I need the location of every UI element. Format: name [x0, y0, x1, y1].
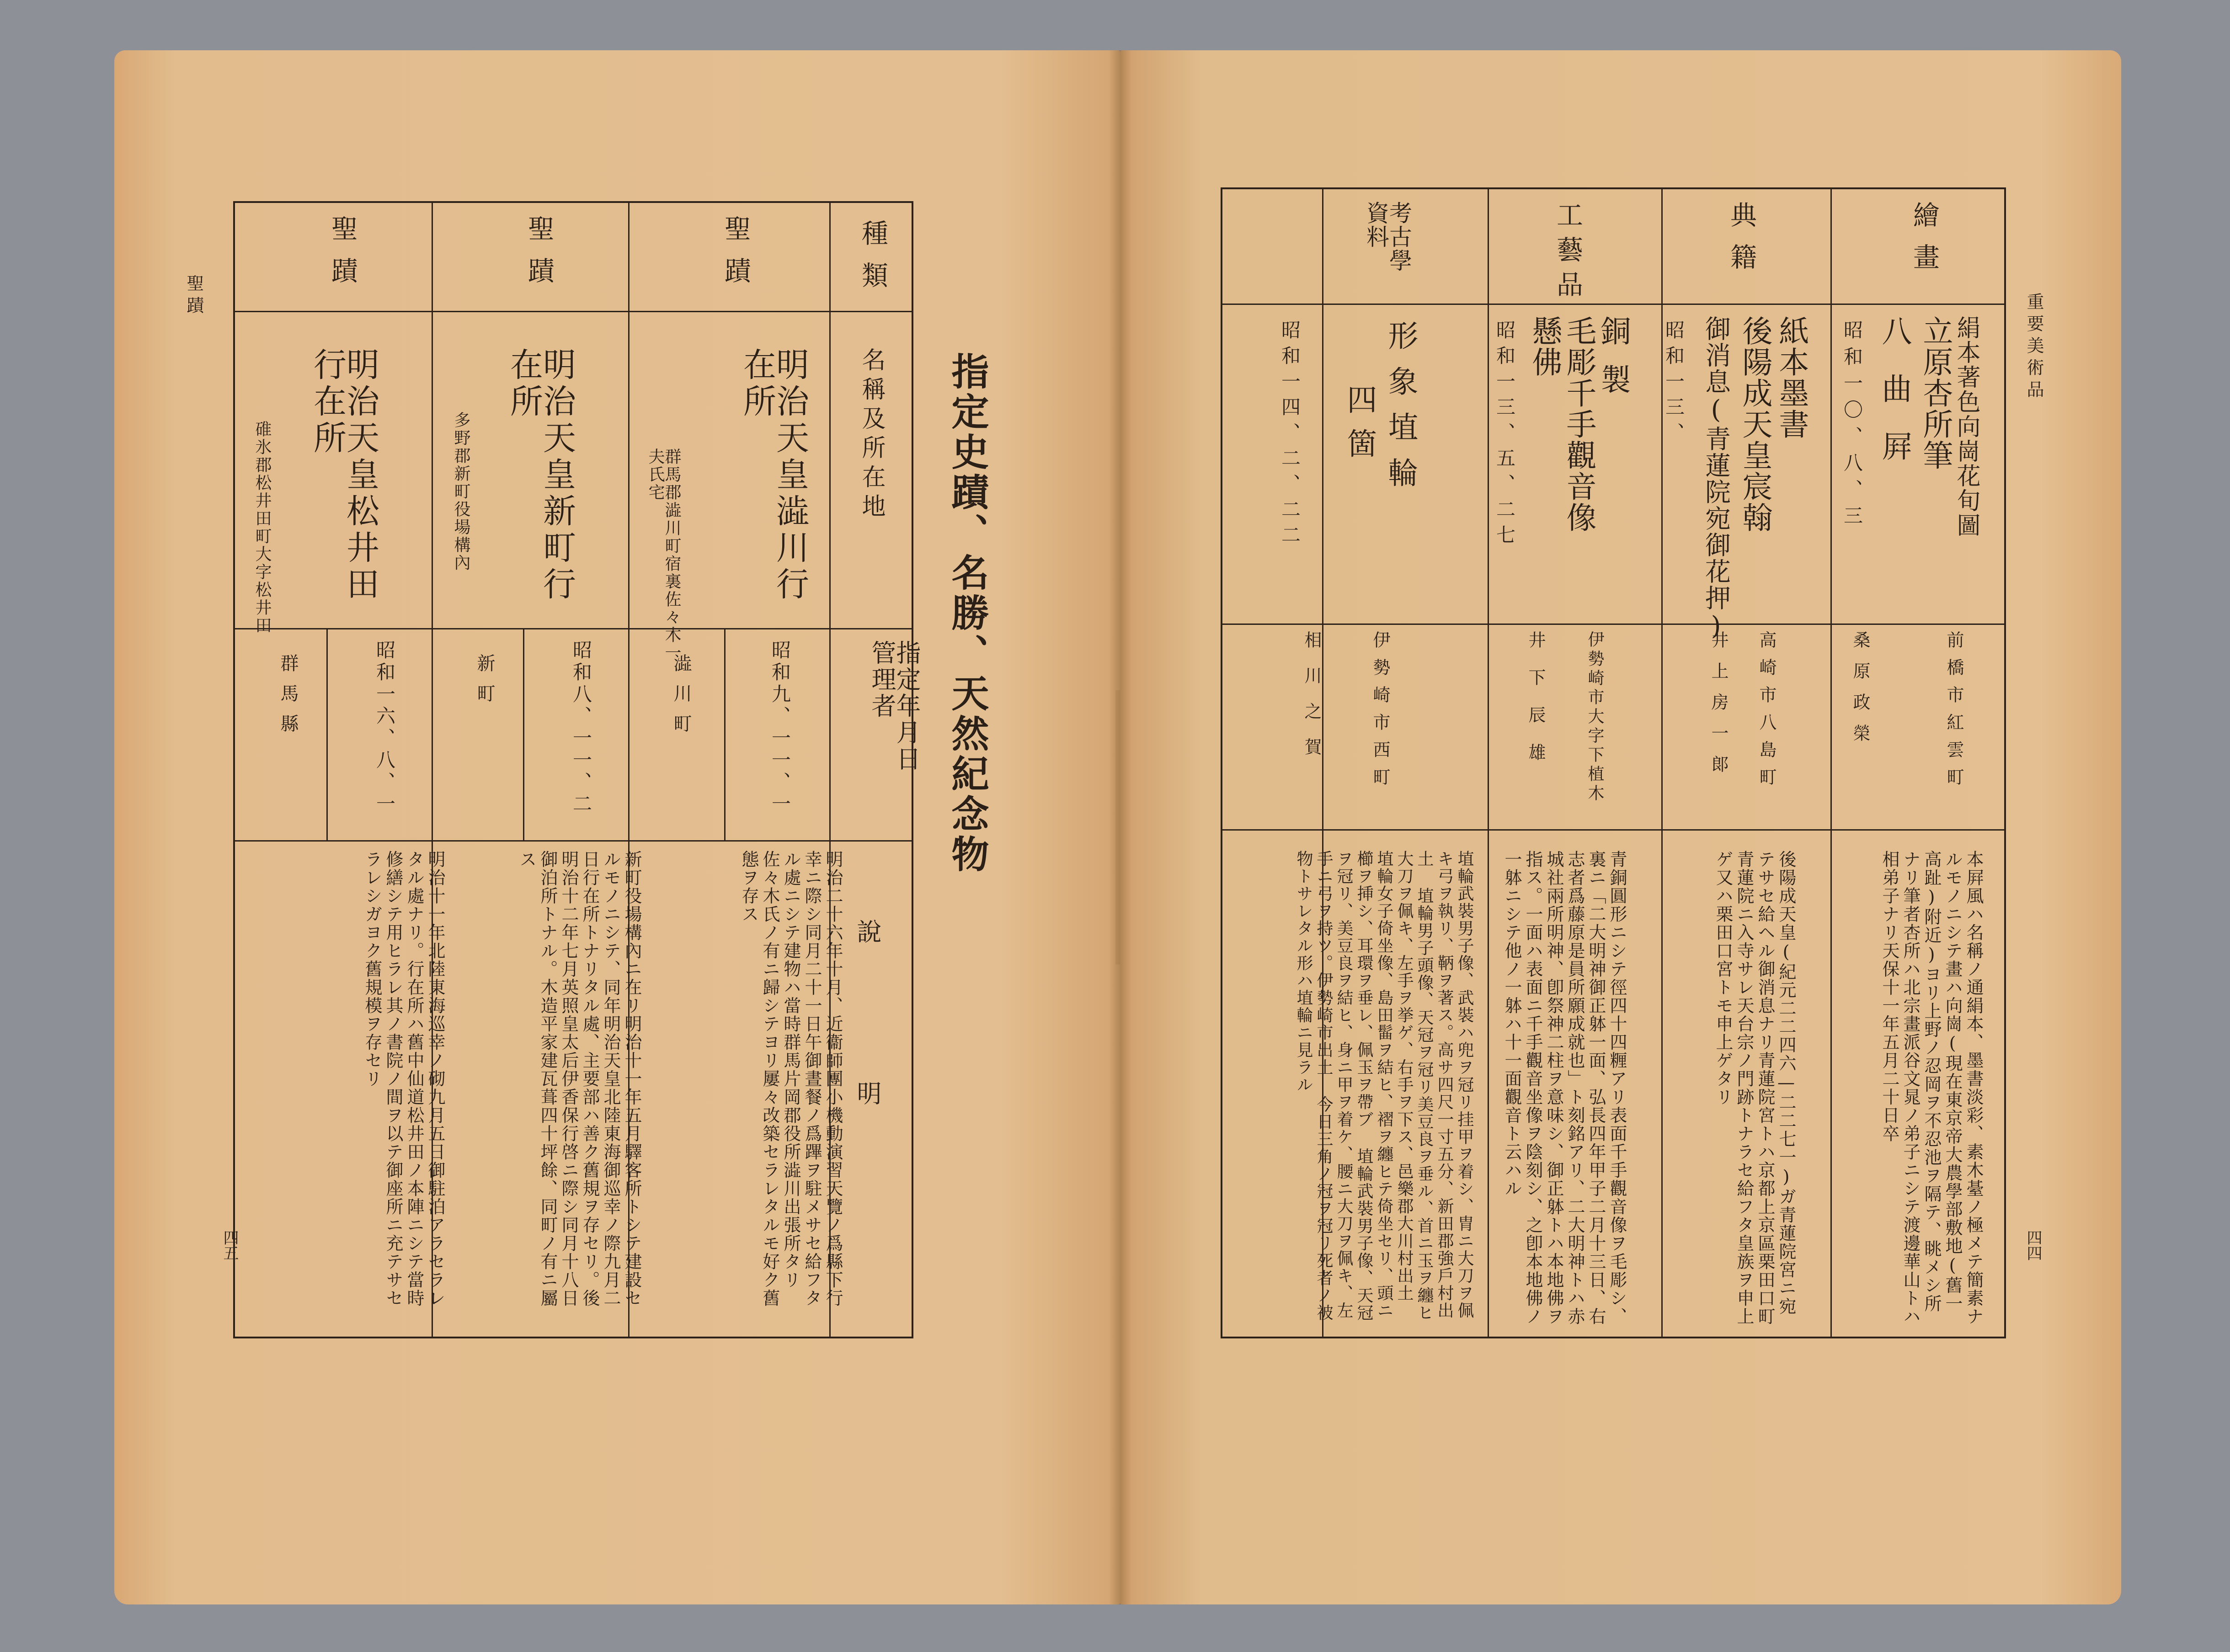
- row-manager: 澁川町: [671, 654, 692, 744]
- row-owner: 井上房一郞: [1708, 631, 1729, 786]
- row-location: 碓氷郡松井田町大字松井田: [253, 421, 272, 634]
- row-type: 聖蹟: [523, 215, 555, 299]
- row-description: 青銅圓形ニシテ徑四十四糎アリ表面千手觀音像ヲ毛彫シ、裏ニ「二大明神御正躰一面、弘長四年甲子二月十三日、右志者爲藤原是員所願成就也」ト刻銘アリ、二大明神トハ赤城社兩所明神、卽祭神二柱ヲ意味シ、御正躰トハ本地佛ヲ指ス。一面ハ表面ニ千手觀音坐像ヲ陰刻シ、之卽本地佛ノ一躰ニシテ他ノ一躰ハ十一面觀音ト云ハル: [1502, 850, 1627, 1326]
- row-name-line: 四箇: [1342, 384, 1377, 472]
- row-name-line: 八曲屛: [1877, 315, 1912, 488]
- row-name-line: 懸佛: [1527, 315, 1562, 378]
- row-description: 新町役場構內ニ在リ明治十一年五月驛客所トシテ建設セルモノニシテ、同年明治天皇北陸東海御巡幸ノ際九月二日行在所トナリタル處、主要部ハ善ク舊規ヲ存セリ。後明治十二年七月英照皇太后伊香保行啓ニ際シ同月十八日御泊所トナル。木造平家建瓦葺四十坪餘、同町ノ有ニ屬ス: [517, 850, 642, 1307]
- header-description: 說明: [853, 919, 882, 1242]
- row-type: 繪畫: [1909, 201, 1940, 285]
- row-name-line: 銅製: [1595, 315, 1631, 412]
- page-number-left: 四五: [220, 1230, 239, 1261]
- row-description: 本屛風ハ名稱ノ通絹本、墨書淡彩、素木䑓ノ極メテ簡素ナルモノニシテ畫ハ向崗(現在東京帝大農學部敷地(舊一高趾)附近)ヨリ上野ノ忍岡ヲ不忍池ヲ隔テ、眺メシ所ナリ筆者杏所ハ北宗畫派谷文晁ノ弟子ニシテ渡邊華山トハ相弟子ナリ天保十一年五月二十日卒: [1879, 850, 1984, 1326]
- row-manager: 新町: [474, 654, 495, 714]
- row-date: 昭和九、一一、一: [769, 640, 791, 815]
- header-type: 種類: [857, 219, 888, 304]
- header-date: 指定年月日管理者: [868, 640, 921, 773]
- page-title: 指定史蹟、名勝、天然紀念物: [945, 352, 989, 875]
- row-type: 聖蹟: [327, 215, 358, 299]
- row-location: 群馬郡澁川町宿裏佐々木一夫氏宅: [646, 448, 681, 662]
- row-name-line: 毛彫千手觀音像: [1561, 315, 1596, 533]
- row-date: 昭和一〇、八、三: [1841, 320, 1863, 532]
- row-name: 明治天皇澁川行在所: [738, 347, 809, 603]
- row-date: 昭和一四、二、二二: [1279, 320, 1301, 550]
- row-owner-location: 伊勢崎市大字下植木: [1585, 631, 1604, 804]
- row-type: 聖蹟: [720, 215, 751, 299]
- row-name-line: 御消息(青蓮院宛御花押): [1701, 315, 1731, 642]
- row-name-line: 立原杏所筆: [1918, 315, 1953, 471]
- running-head-left: 聖蹟: [184, 274, 204, 318]
- book-gutter: [1109, 50, 1131, 1604]
- row-description: 後陽成天皇(紀元二二四六—二二七一)ガ青蓮院宮ニ宛テサセ給ヘル御消息ナリ青蓮院宮トハ京都上京區栗田口町青蓮院ニ入寺サレ天台宗ノ門跡トナラセ給フタ皇族ヲ申上ゲ又ハ栗田口宮トモ申上ゲタリ: [1713, 850, 1796, 1326]
- row-name-line: 形象埴輪: [1383, 320, 1418, 503]
- row-date: 昭和八、一一、二: [570, 640, 592, 815]
- row-owner-location: 前橋市紅雲町: [1944, 631, 1964, 795]
- row-name-line: 絹本著色向崗花旬圖: [1953, 315, 1980, 538]
- row-date: 昭和一三、五、二七: [1494, 320, 1516, 550]
- running-head-right: 重要美術品: [2024, 293, 2044, 402]
- row-description: 明治二十六年十月、近衞師團小機動演習天覽ノ爲縣下行幸ニ際シ同月二十一日午御晝餐ノ爲蹕ヲ駐メサセ給フタル處ニシテ建物ハ當時群馬片岡郡役所澁川出張所タリ佐々木氏ノ有ニ歸シテヨリ屢々改築セラレタルモ好ク舊態ヲ存ス: [739, 850, 843, 1307]
- row-name: 明治天皇新町行在所: [505, 347, 576, 603]
- row-owner-location: 高崎市八島町: [1756, 631, 1777, 795]
- row-name: 明治天皇松井田行在所: [308, 347, 379, 603]
- row-type: 工藝品: [1552, 201, 1583, 305]
- row-date: 昭和一三、: [1663, 320, 1685, 448]
- row-manager: 群馬縣: [277, 654, 299, 744]
- row-description: 明治十一年北陸東海巡幸ノ砌九月五日御駐泊アラセラレタル處ナリ。行在所ハ舊中仙道松井田ノ本陣ニシテ當時修繕シテ用ヒラレ其ノ書院ノ間ヲ以テ御座所ニ充テサセラレシガヨク舊規模ヲ存セリ: [362, 850, 445, 1307]
- row-name-line: 紙本墨書: [1774, 315, 1809, 440]
- row-location: 多野郡新町役場構內: [452, 411, 470, 572]
- header-name-location: 名稱及所在地: [858, 347, 885, 523]
- row-owner: 桑原政榮: [1850, 631, 1870, 755]
- row-type: 典籍: [1726, 201, 1757, 285]
- row-owner: 井下辰雄: [1526, 631, 1546, 781]
- row-date: 昭和一六、八、一: [373, 640, 396, 815]
- row-owner-location: 伊勢崎市西町: [1370, 631, 1390, 795]
- row-type: 考古學資料: [1363, 201, 1412, 272]
- page-number-right: 四四: [2024, 1230, 2042, 1261]
- row-description: 埴輪武裝男子像、武裝ハ兜ヲ冠リ挂甲ヲ着シ、胄ニ大刀ヲ佩キ弓ヲ執リ、鞆ヲ著ス。高サ四尺一寸五分、新田郡強戶村出土 埴輪男子頭像、天冠ヲ冠リ美豆良ヲ垂ル、首ニ玉ヲ纏ヒ大刀ヲ佩キ、左手ヲ挙ゲ、右手ヲ下ス、邑樂郡大川村出土 埴輪女子倚坐像、島田髷ヲ結ヒ、褶ヲ纏ヒテ倚坐セリ、頭ニ櫛ヲ挿シ、耳環ヲ垂レ、佩玉ヲ帶ブ 埴輪武裝男子像、天冠ヲ冠リ、美豆良ヲ結ヒ、身ニ甲ヲ着ケ、腰ニ大刀ヲ佩キ、左手ニ弓ヲ持ツ。伊勢崎市出土 今日三角ノ冠ヲ冠リ死者ノ被物トサレタル形ハ埴輪ニ見ラル: [1294, 850, 1474, 1322]
- row-owner: 相川之賀: [1302, 631, 1322, 773]
- row-name-line: 後陽成天皇宸翰: [1737, 315, 1772, 533]
